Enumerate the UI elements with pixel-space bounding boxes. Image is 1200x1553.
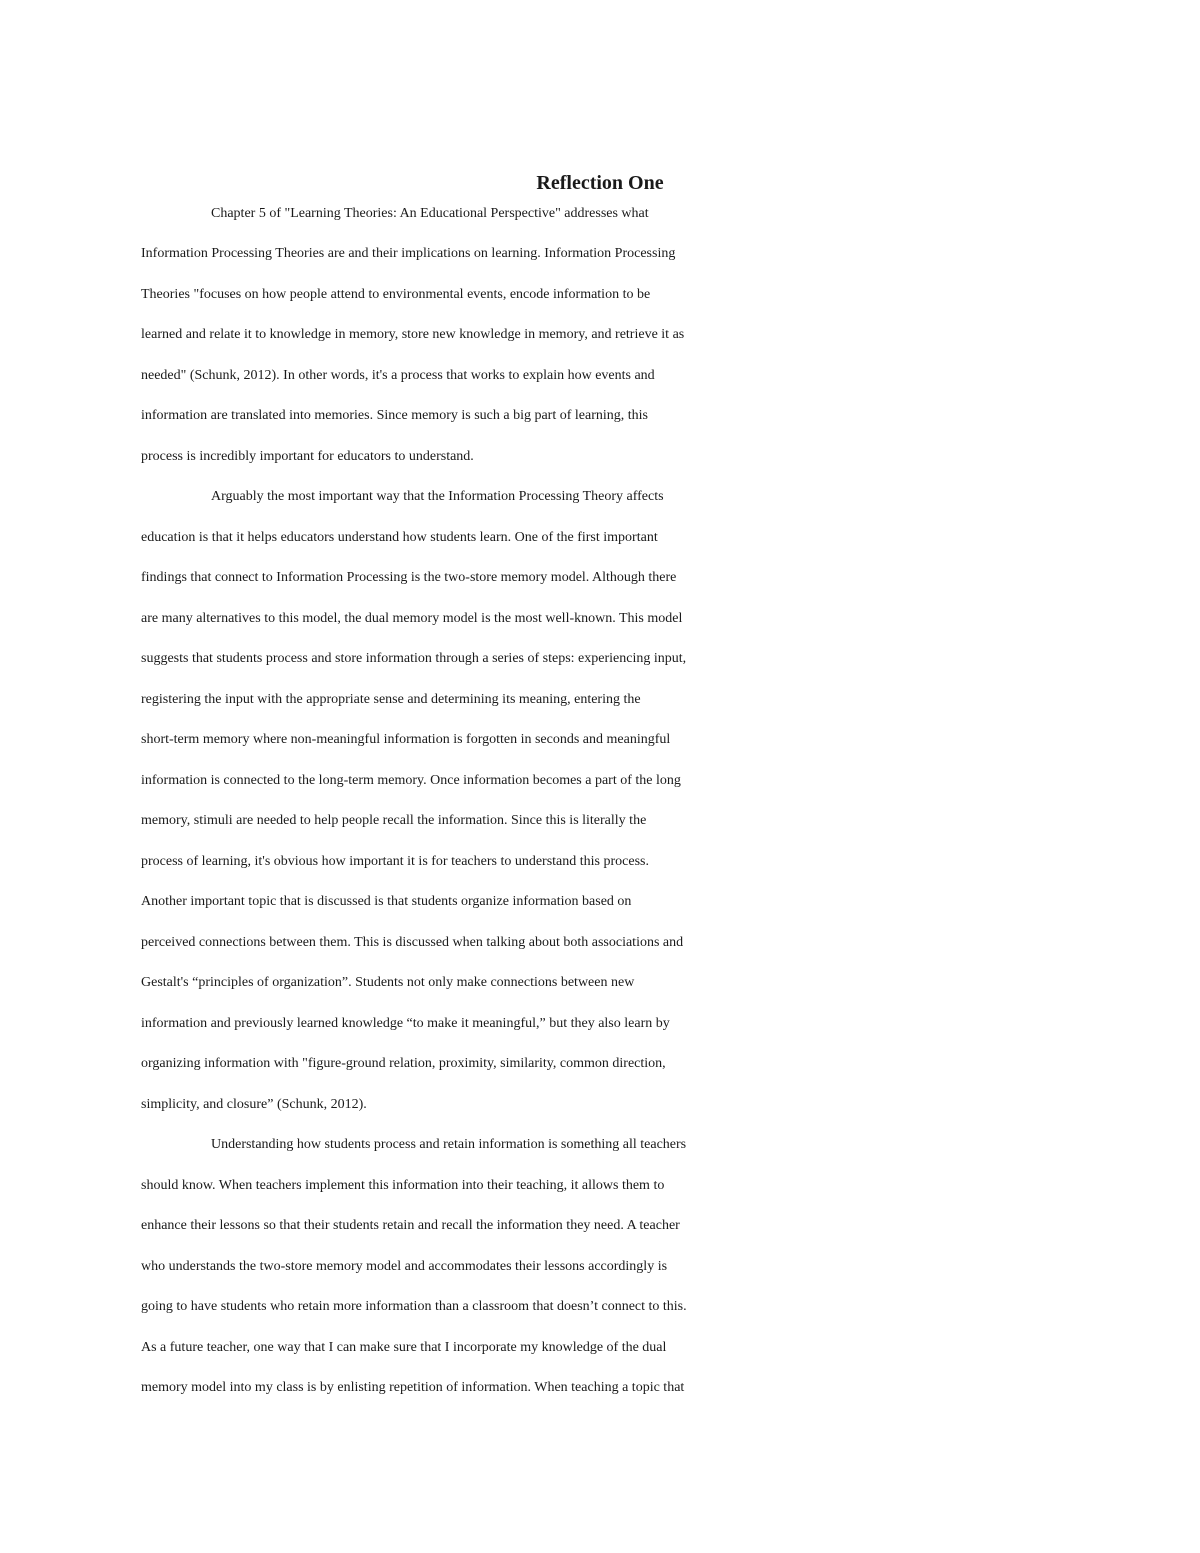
paragraph-1-line-6: information are translated into memories. Since memory is such a big part of learning, this	[141, 408, 648, 423]
paragraph-3-line-5: going to have students who retain more information than a classroom that doesn’t connect to this.	[141, 1299, 687, 1314]
paragraph-2-line-7: short-term memory where non-meaningful information is forgotten in seconds and meaningful	[141, 732, 671, 747]
paragraph-3-line-6: As a future teacher, one way that I can make sure that I incorporate my knowledge of the dual	[141, 1340, 667, 1355]
paragraph-2-line-3: findings that connect to Information Processing is the two-store memory model. Although there	[141, 570, 677, 585]
paragraph-1-line-3: Theories "focuses on how people attend to environmental events, encode information to be	[141, 287, 651, 302]
paragraph-3-line-7: memory model into my class is by enlisting repetition of information. When teaching a topic that	[141, 1380, 685, 1395]
paragraph-3-line-3: enhance their lessons so that their students retain and recall the information they need. A teacher	[141, 1218, 680, 1233]
paragraph-2-line-13: Gestalt's “principles of organization”. Students not only make connections between new	[141, 975, 635, 990]
paragraph-2-line-9: memory, stimuli are needed to help people recall the information. Since this is literally the	[141, 813, 647, 828]
paragraph-2-line-2: education is that it helps educators understand how students learn. One of the first important	[141, 530, 658, 545]
page-title: Reflection One	[536, 172, 664, 194]
paragraph-2-line-5: suggests that students process and store information through a series of steps: experiencing input,	[141, 651, 687, 666]
paragraph-2-line-16: simplicity, and closure” (Schunk, 2012).	[141, 1097, 367, 1112]
paragraph-2-line-8: information is connected to the long-term memory. Once information becomes a part of the long	[141, 773, 681, 788]
paragraph-2-line-10: process of learning, it's obvious how important it is for teachers to understand this process.	[141, 854, 649, 869]
paragraph-2-line-14: information and previously learned knowledge “to make it meaningful,” but they also learn by	[141, 1016, 670, 1031]
paragraph-2-line-4: are many alternatives to this model, the dual memory model is the most well-known. This model	[141, 611, 683, 626]
paragraph-3-line-1: Understanding how students process and retain information is something all teachers	[211, 1137, 687, 1152]
paragraph-3-line-2: should know. When teachers implement this information into their teaching, it allows them to	[141, 1178, 665, 1193]
paragraph-1-line-5: needed" (Schunk, 2012). In other words, it's a process that works to explain how events and	[141, 368, 655, 383]
paragraph-2-line-1: Arguably the most important way that the Information Processing Theory affects	[211, 489, 664, 504]
paragraph-1-line-2: Information Processing Theories are and their implications on learning. Information Processing	[141, 246, 676, 261]
paragraph-3-line-4: who understands the two-store memory model and accommodates their lessons accordingly is	[141, 1259, 668, 1274]
paragraph-1-line-7: process is incredibly important for educators to understand.	[141, 449, 474, 464]
paragraph-1-line-4: learned and relate it to knowledge in memory, store new knowledge in memory, and retrieve it as	[141, 327, 685, 342]
paragraph-1-line-1: Chapter 5 of "Learning Theories: An Educational Perspective" addresses what	[211, 206, 649, 221]
paragraph-2-line-12: perceived connections between them. This is discussed when talking about both associations and	[141, 935, 684, 950]
paragraph-2-line-11: Another important topic that is discussed is that students organize information based on	[141, 894, 632, 909]
paragraph-2-line-15: organizing information with "figure-ground relation, proximity, similarity, common direction,	[141, 1056, 666, 1071]
paragraph-2-line-6: registering the input with the appropriate sense and determining its meaning, entering the	[141, 692, 641, 707]
